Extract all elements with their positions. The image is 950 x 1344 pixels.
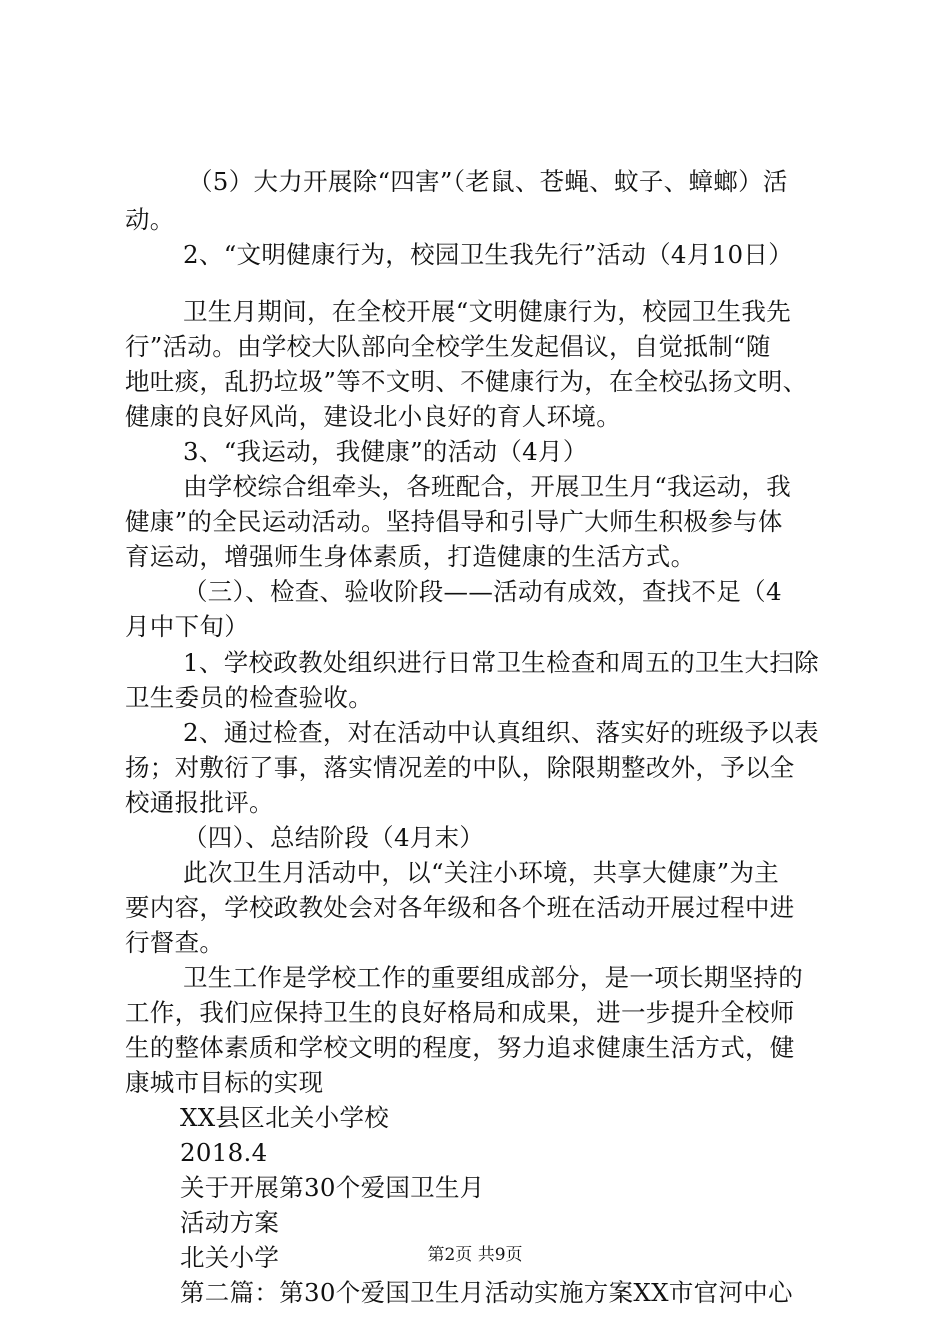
- signature-date: 2018.4: [180, 1138, 268, 1167]
- page-number-footer: 第2页 共9页: [427, 1245, 523, 1265]
- text-line: 生的整体素质和学校文明的程度，努力追求健康生活方式，健: [125, 1033, 795, 1062]
- text-line: 2、“文明健康行为，校园卫生我先行”活动（4月10日）: [183, 240, 793, 269]
- text-line: 校通报批评。: [125, 788, 274, 817]
- text-line: 地吐痰，乱扔垃圾”等不文明、不健康行为，在全校弘扬文明、: [125, 367, 808, 396]
- heading-line: （三）、检查、验收阶段——活动有成效，查找不足（4: [183, 577, 782, 606]
- text-line: 此次卫生月活动中，以“关注小环境，共享大健康”为主: [183, 858, 780, 887]
- text-line: 行督查。: [125, 928, 225, 957]
- text-line: 卫生月期间，在全校开展“文明健康行为，校园卫生我先: [183, 297, 792, 326]
- next-section-heading: 第二篇：第30个爱国卫生月活动实施方案XX市官河中心: [180, 1278, 793, 1307]
- text-line: 健康”的全民运动活动。坚持倡导和引导广大师生积极参与体: [125, 507, 783, 536]
- text-line: 由学校综合组牵头，各班配合，开展卫生月“我运动，我: [183, 472, 792, 501]
- plan-title-line: 活动方案: [180, 1208, 280, 1237]
- heading-line: （四）、总结阶段（4月末）: [183, 823, 485, 852]
- text-line: 育运动，增强师生身体素质，打造健康的生活方式。: [125, 542, 696, 571]
- text-line: 工作，我们应保持卫生的良好格局和成果，进一步提升全校师: [125, 998, 795, 1027]
- text-line: 月中下旬）: [125, 612, 249, 641]
- text-line: 2、通过检查，对在活动中认真组织、落实好的班级予以表: [183, 718, 819, 747]
- plan-author: 北关小学: [180, 1243, 280, 1272]
- signature-school: XX县区北关小学校: [180, 1103, 390, 1132]
- plan-title-line: 关于开展第30个爱国卫生月: [180, 1173, 485, 1202]
- text-line: 卫生委员的检查验收。: [125, 683, 373, 712]
- text-line: 康城市目标的实现: [125, 1068, 324, 1097]
- text-line: 卫生工作是学校工作的重要组成部分，是一项长期坚持的: [183, 963, 803, 992]
- text-line: 行”活动。由学校大队部向全校学生发起倡议，自觉抵制“随: [125, 332, 771, 361]
- text-line: 扬；对敷衍了事，落实情况差的中队，除限期整改外，予以全: [125, 753, 795, 782]
- text-line: （5）大力开展除“四害”（老鼠、苍蝇、蚊子、蟑螂）活: [188, 167, 788, 196]
- text-line: 动。: [125, 205, 175, 234]
- heading-line: 3、“我运动，我健康”的活动（4月）: [183, 437, 588, 466]
- text-line: 要内容，学校政教处会对各年级和各个班在活动开展过程中进: [125, 893, 795, 922]
- text-line: 1、学校政教处组织进行日常卫生检查和周五的卫生大扫除: [183, 648, 819, 677]
- text-line: 健康的良好风尚，建设北小良好的育人环境。: [125, 402, 621, 431]
